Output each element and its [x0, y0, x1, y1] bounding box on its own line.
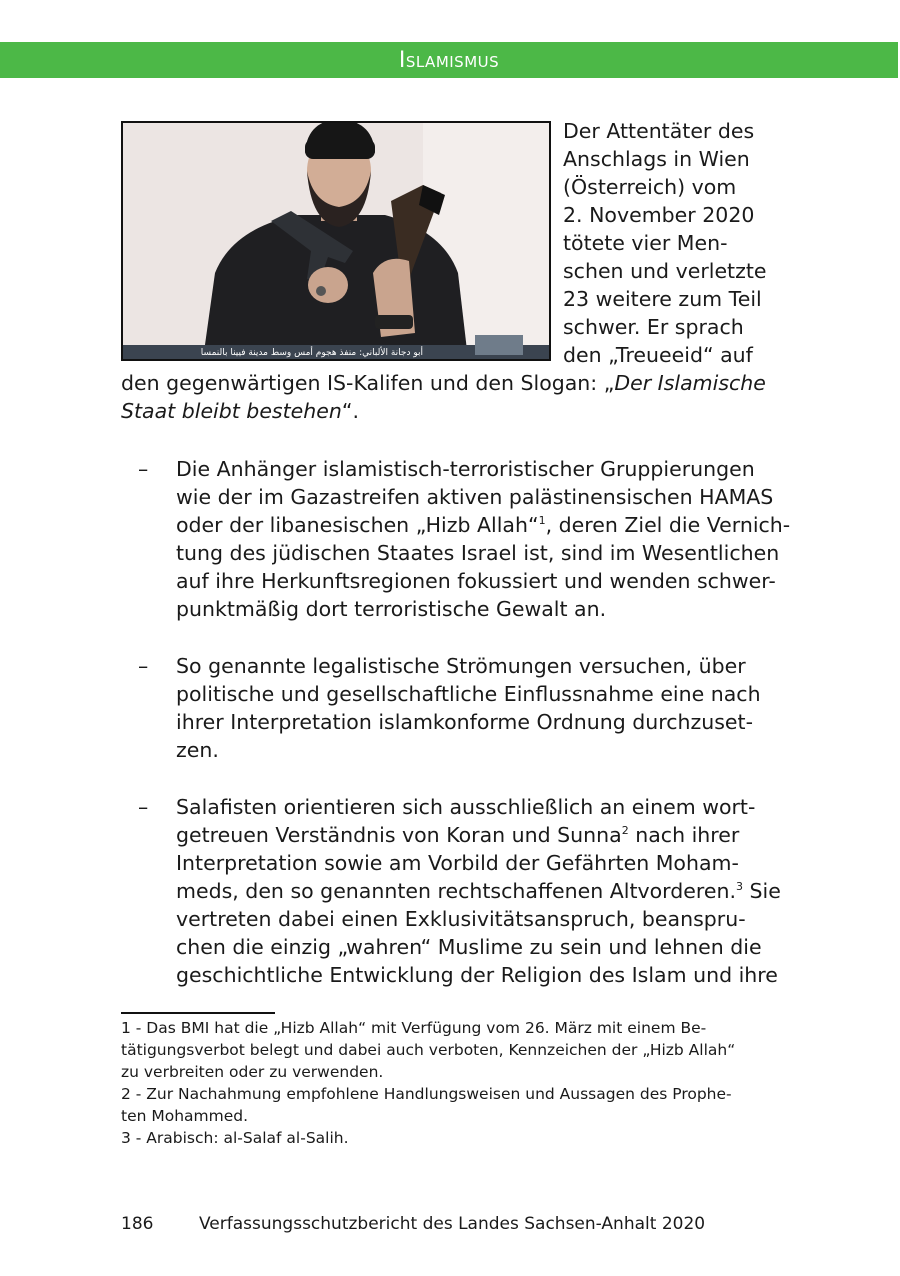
bullet-line: oder der libanesischen „Hizb Allah“	[176, 513, 539, 537]
footnote-ref-1[interactable]: 1	[538, 514, 546, 527]
footnotes	[121, 1017, 801, 1149]
footnote-line: 2 - Zur Nachahmung empfohlene Handlungsweisen und Aussagen des Prophe-	[121, 1085, 732, 1103]
bullet-line-cont: , deren Ziel die Vernich-	[545, 513, 791, 537]
attacker-photo	[121, 121, 551, 361]
bullet-line-cont: nach ihrer	[628, 823, 740, 847]
bullet-line: wie der im Gazastreifen aktiven palästinensischen HAMAS	[176, 485, 774, 509]
bullet-line: auf ihre Herkunftsregionen fokussiert und wenden schwer-	[176, 569, 776, 593]
photo-caption-wrap	[563, 117, 793, 369]
caption-line: schwer. Er sprach	[563, 315, 744, 339]
caption-line: (Österreich) vom	[563, 175, 737, 199]
caption-line: den „Treueeid“ auf	[563, 343, 753, 367]
bullet-line: vertreten dabei einen Exklusivitätsanspruch, beanspru-	[176, 907, 746, 931]
footnote-divider	[121, 1012, 275, 1014]
caption-text: den gegenwärtigen IS-Kalifen und den Slogan: „	[121, 371, 615, 395]
bullet-line-cont: Sie	[742, 879, 781, 903]
footnote-ref-3[interactable]: 3	[735, 880, 743, 893]
footnote-line: tätigungsverbot belegt und dabei auch verboten, Kennzeichen der „Hizb Allah“	[121, 1041, 736, 1059]
page-number: 186	[121, 1214, 154, 1234]
caption-line: Anschlags in Wien	[563, 147, 750, 171]
bullet-line: Die Anhänger islamistisch-terroristischer Gruppierungen	[176, 457, 755, 481]
bullet-line: meds, den so genannten rechtschaffenen Altvorderen.	[176, 879, 736, 903]
caption-line: Der Attentäter des	[563, 119, 755, 143]
caption-line: tötete vier Men-	[563, 231, 728, 255]
bullet-line: So genannte legalistische Strömungen versuchen, über	[176, 654, 746, 678]
slogan-text: Der Islamische	[614, 371, 766, 395]
caption-text: “.	[341, 399, 360, 423]
bullet-line: tung des jüdischen Staates Israel ist, sind im Wesentlichen	[176, 541, 780, 565]
footnote-ref-2[interactable]: 2	[621, 824, 629, 837]
footnote-line: ten Mohammed.	[121, 1107, 249, 1125]
bullet-dash: –	[138, 457, 149, 481]
bullet-line: geschichtliche Entwicklung der Religion des Islam und ihre	[176, 963, 778, 987]
slogan-text: Staat bleibt bestehen	[121, 399, 342, 423]
footnote-line: 3 - Arabisch: al-Salaf al-Salih.	[121, 1129, 349, 1147]
caption-line: schen und verletzte	[563, 259, 767, 283]
bullet-dash: –	[138, 654, 149, 678]
report-title: Verfassungsschutzbericht des Landes Sachsen-Anhalt 2020	[199, 1214, 706, 1234]
photo-caption-continued	[121, 369, 801, 425]
section-title: Islamismus	[398, 48, 500, 73]
video-banner-text: أبو دجانة الألباني: منفذ هجوم أمس وسط مدينة فيينا بالنمسا	[200, 348, 423, 358]
bullet-line: getreuen Verständnis von Koran und Sunna	[176, 823, 622, 847]
bullet-line: zen.	[176, 738, 219, 762]
bullet-line: chen die einzig „wahren“ Muslime zu sein und lehnen die	[176, 935, 762, 959]
bullet-line: punktmäßig dort terroristische Gewalt an.	[176, 597, 607, 621]
caption-line: 23 weitere zum Teil	[563, 287, 762, 311]
bullet-line: Salafisten orientieren sich ausschließlich an einem wort-	[176, 795, 756, 819]
footnote-line: 1 - Das BMI hat die „Hizb Allah“ mit Verfügung vom 26. März mit einem Be-	[121, 1019, 707, 1037]
bullet-line: ihrer Interpretation islamkonforme Ordnung durchzuset-	[176, 710, 753, 734]
caption-line: 2. November 2020	[563, 203, 755, 227]
bullet-line: Interpretation sowie am Vorbild der Gefährten Moham-	[176, 851, 739, 875]
bullet-line: politische und gesellschaftliche Einflussnahme eine nach	[176, 682, 761, 706]
bullet-dash: –	[138, 795, 149, 819]
footnote-line: zu verbreiten oder zu verwenden.	[121, 1063, 384, 1081]
